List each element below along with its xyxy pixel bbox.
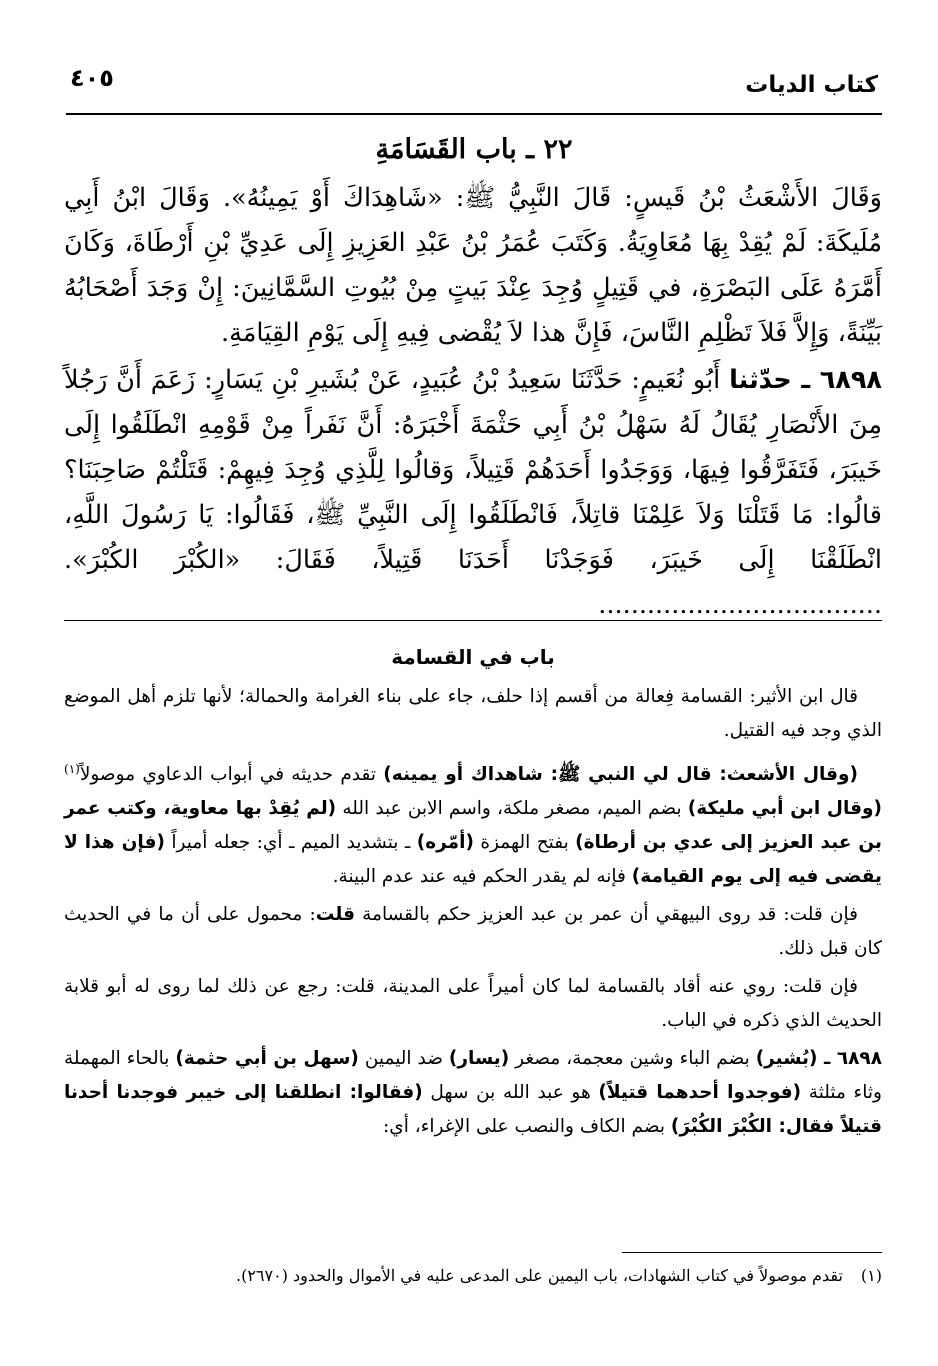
commentary-heading: باب في القسامة: [391, 645, 555, 669]
page-number: ٤٠٥: [70, 64, 114, 92]
quote: (يسار): [448, 1048, 510, 1070]
text-span: ضد اليمين: [358, 1048, 449, 1070]
text-span: : محمول على أن ما في الحديث كان قبل ذلك.: [64, 904, 882, 960]
footnote-text: تقدم موصولاً في كتاب الشهادات، باب اليمين على المدعى عليه في الأموال والحدود (٢٦٧٠).: [236, 1266, 843, 1285]
quote: (فإن هذا لا يقضى فيه إلى يوم القيامة): [64, 832, 882, 888]
quote: (وقال ابن أبي مليكة): [687, 798, 882, 820]
commentary-paragraph-3: [64, 898, 882, 966]
commentary-paragraph-4: فإن قلت: روي عنه أقاد بالقسامة لما كان أميراً على المدينة، قلت: رجع عن ذلك لما روى له أبو قلابة الحديث الذي ذكره في الباب.: [64, 976, 882, 1032]
commentary: [64, 680, 882, 1148]
hadith-number: ٦٨٩٨ ـ حدّثنا: [729, 365, 882, 395]
hadith-text: أَبُو نُعَيمٍ: حَدَّثَنَا سَعِيدُ بْنُ عُبَيدٍ، عَنْ بُشَيرِ بْنِ يَسَارٍ: زَعَمَ أَنَّ رَجُلاً مِنَ الأَنْصَارِ يُقَالُ لَهُ سَهْلُ بْنُ أَبِي حَثْمَةَ أَخْبَرَهُ: أَنَّ نَفَراً مِنْ قَوْمِهِ انْطَلَقُوا إِلَى خَيبَرَ، فَتَفَرَّقُوا فِيهَا، وَوَجَدُوا أَحَدَهُمْ قَتِيلاً، وَقالُوا لِلَّذِي وُجِدَ فِيهِمْ: قَتَلْتُمْ صَاحِبَنَا؟ قالُوا: مَا قَتَلْنَا وَلاَ عَلِمْنَا قاتِلاً، فَانْطَلَقُوا إِلَى النَّبِيِّ ﷺ، فَقَالُوا: يَا رَسُولَ اللَّهِ، انْطَلَقْنَا إِلَى خَيبَرَ، فَوَجَدْنَا أَحَدَنَا قَتِيلاً، فَقَالَ: «الكُبْرَ الكُبْرَ».: [64, 365, 882, 575]
footnote: [64, 1262, 882, 1290]
text-span: تقدم حديثه في أبواب الدعاوي موصولاً: [79, 764, 384, 786]
header-rule: [66, 113, 882, 115]
text-span: بضم الميم، مصغر ملكة، واسم الابن عبد الله: [336, 798, 688, 820]
quote: (أمّره): [416, 832, 474, 854]
text-span: بضم الكاف والنصب على الإغراء، أي:: [382, 1116, 671, 1138]
keyword: قلت: [315, 904, 355, 926]
text-span: بضم الباء وشين معجمة، مصغر: [509, 1048, 756, 1070]
quote: (فقالوا: انطلقنا إلى خيبر فوجدنا أحدنا قتيلاً فقال: الكُبْرَ الكُبْرَ): [64, 1082, 882, 1138]
hadith-paragraph: [64, 358, 882, 628]
text-span: ـ بتشديد الميم ـ أي: جعله أميراً: [164, 832, 417, 854]
intro-paragraph: وَقَالَ الأَشْعَثُ بْنُ قَيسٍ: قَالَ النَّبِيُّ ﷺ: «شَاهِدَاكَ أَوْ يَمِينُهُ». وَقَالَ ابْنُ أَبِي مُلَيكَةَ: لَمْ يُقِدْ بِهَا مُعَاوِيَةُ. وَكَتَبَ عُمَرُ بْنُ عَبْدِ العَزِيزِ إِلَى عَدِيِّ بْنِ أَرْطَاةَ، وَكَانَ أَمَّرَهُ عَلَى البَصْرَةِ، في قَتِيلٍ وُجِدَ عِنْدَ بَيتٍ مِنْ بُيُوتِ السَّمَّانِينَ: إِنْ وَجَدَ أَصْحَابُهُ بَيِّنَةً، وَإِلاَّ فَلاَ تَظْلِمِ النَّاسَ، فَإِنَّ هذا لاَ يُقْضى فِيهِ إِلَى يَوْمِ القِيَامَةِ.: [64, 183, 882, 348]
quote: (لم يُقِدْ بها معاوية، وكتب عمر بن عبد العزيز إلى عدي بن أرطاة): [64, 798, 882, 854]
text-span: بالحاء المهملة وثاء مثلثة: [64, 1048, 882, 1104]
section-divider: [64, 620, 882, 621]
text-span: فإن قلت: قد روى البيهقي أن عمر بن عبد العزيز حكم بالقسامة: [355, 904, 858, 926]
commentary-paragraph-1: قال ابن الأثير: القسامة فِعالة من أقسم إذا حلف، جاء على بناء الغرامة والحمالة؛ لأنها تلزم أهل الموضع الذي وجد فيه القتيل.: [64, 686, 882, 741]
footnote-marker: (١): [860, 1266, 882, 1285]
quote: (فوجدوا أحدهما قتيلاً): [598, 1082, 802, 1104]
commentary-paragraph-2: [64, 752, 882, 894]
quote: (وقال الأشعث: قال لي النبي ﷺ: شاهداك أو يمينه): [383, 764, 859, 786]
footnote-rule: [622, 1252, 882, 1253]
quote: (بُشير): [755, 1048, 818, 1070]
quote: (سهل بن أبي حثمة): [175, 1048, 359, 1070]
chapter-title: ٢٢ ـ باب القَسَامَةِ: [375, 134, 573, 165]
hadith-number: ٦٨٩٨ ـ: [817, 1048, 882, 1070]
footnote-reference: (١): [64, 762, 80, 776]
main-text: [64, 176, 882, 628]
text-span: فإنه لم يقدر الحكم فيه عند عدم البينة.: [332, 866, 632, 888]
commentary-paragraph-5: [64, 1042, 882, 1144]
running-header-title: كتاب الديات: [745, 72, 878, 98]
text-span: هو عبد الله بن سهل: [422, 1082, 599, 1104]
continuation-dots: ...................................: [598, 590, 882, 620]
text-span: بفتح الهمزة: [473, 832, 576, 854]
